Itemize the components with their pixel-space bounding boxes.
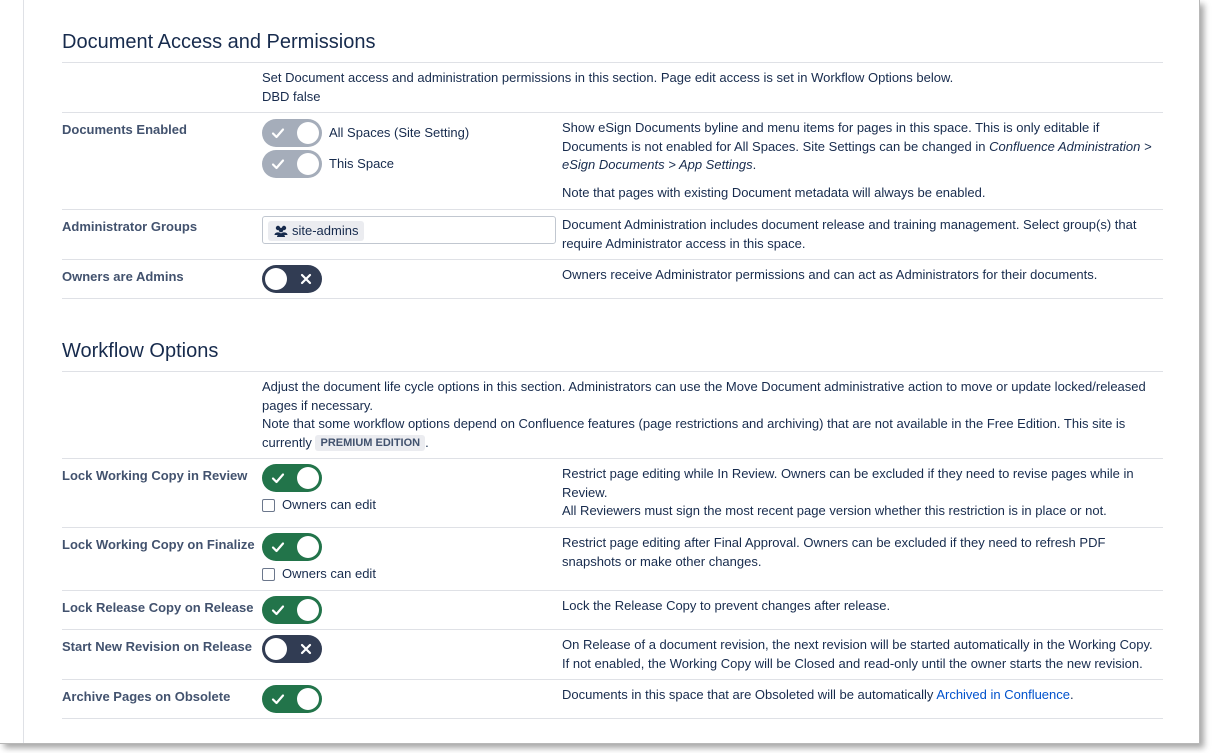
admin-groups-description: [562, 216, 1162, 253]
owners-admins-toggle[interactable]: [262, 265, 322, 293]
panel-left-border: [23, 0, 24, 743]
new-revision-label: Start New Revision on Release: [62, 639, 253, 654]
workflow-intro-text: .: [425, 434, 429, 450]
divider: [62, 62, 1163, 63]
divider: [62, 458, 1163, 459]
desc-note: Note that pages with existing Document metadata will always be enabled.: [562, 184, 986, 200]
desc-line: Restrict page editing after Final Approval. Owners can be excluded if they need to refresh PDF: [562, 535, 1106, 550]
desc-line: Show eSign Documents byline and menu items for pages in this space. This is only editable if: [562, 120, 1100, 135]
workflow-intro-line: [262, 434, 1162, 453]
toggle-knob: [297, 467, 319, 489]
check-icon: [270, 125, 286, 141]
x-icon: [298, 641, 314, 657]
new-revision-toggle[interactable]: [262, 635, 322, 663]
desc-line: All Reviewers must sign the most recent page version whether this restriction is in place or not.: [562, 503, 1107, 518]
lock-release-label: Lock Release Copy on Release: [62, 600, 254, 615]
archive-description: [562, 686, 1162, 705]
lock-review-owners-label: Owners can edit: [282, 497, 376, 512]
divider: [62, 718, 1163, 719]
workflow-intro-line: Adjust the document life cycle options in this section. Administrators can use the Move Document administrative action to move or update locked/released: [262, 379, 1146, 394]
check-icon: [270, 539, 286, 555]
group-chip[interactable]: [268, 221, 364, 241]
lock-finalize-label: Lock Working Copy on Finalize: [62, 537, 255, 552]
check-icon: [270, 602, 286, 618]
this-space-toggle: [262, 150, 322, 178]
lock-review-owners-checkbox[interactable]: [262, 499, 275, 512]
archived-in-confluence-link[interactable]: Archived in Confluence: [936, 687, 1071, 702]
divider: [62, 209, 1163, 210]
toggle-knob: [265, 638, 287, 660]
divider: [62, 527, 1163, 528]
lock-review-description: [562, 465, 1162, 521]
all-spaces-caption: All Spaces (Site Setting): [329, 125, 470, 140]
desc-line: [562, 156, 1162, 175]
section-title-access: Document Access and Permissions: [62, 31, 376, 53]
section-title-workflow: Workflow Options: [62, 340, 219, 362]
check-icon: [270, 156, 286, 172]
divider: [62, 112, 1163, 113]
toggle-knob: [297, 688, 319, 710]
toggle-knob: [265, 268, 287, 290]
owners-admins-label: Owners are Admins: [62, 269, 184, 284]
lock-finalize-description: [562, 534, 1162, 571]
archive-label: Archive Pages on Obsolete: [62, 689, 231, 704]
toggle-knob: [297, 153, 319, 175]
lock-review-label: Lock Working Copy in Review: [62, 468, 248, 483]
divider: [62, 371, 1163, 372]
desc-text: .: [1070, 687, 1074, 702]
lock-release-toggle[interactable]: [262, 596, 322, 624]
documents-enabled-description: [562, 119, 1162, 202]
new-revision-description: [562, 636, 1162, 673]
toggle-knob: [297, 122, 319, 144]
all-spaces-toggle: [262, 119, 322, 147]
lock-release-description: Lock the Release Copy to prevent changes after release.: [562, 598, 891, 613]
access-intro-line2: DBD false: [262, 88, 321, 104]
divider: [62, 259, 1163, 260]
lock-finalize-owners-label: Owners can edit: [282, 566, 376, 581]
desc-line: If not enabled, the Working Copy will be Closed and read-only until the owner starts the new revision.: [562, 655, 1143, 671]
toggle-knob: [297, 536, 319, 558]
check-icon: [270, 470, 286, 486]
documents-enabled-label: Documents Enabled: [62, 122, 187, 137]
desc-line: require Administrator access in this space.: [562, 235, 806, 251]
owners-admins-description: Owners receive Administrator permissions and can act as Administrators for their documents.: [562, 267, 1098, 282]
workflow-intro-line: pages if necessary.: [262, 397, 374, 413]
x-icon: [298, 271, 314, 287]
people-icon: [274, 225, 288, 237]
desc-line: Document Administration includes document release and training management. Select group(s) that: [562, 217, 1137, 232]
workflow-intro-text: currently: [262, 434, 312, 450]
archive-toggle[interactable]: [262, 685, 322, 713]
divider: [62, 679, 1163, 680]
desc-line: Review.: [562, 484, 608, 500]
access-intro: [262, 69, 1162, 106]
divider: [62, 629, 1163, 630]
workflow-intro: [262, 378, 1162, 452]
desc-text: Documents is not enabled for All Spaces. Site Settings can be changed in: [562, 138, 990, 154]
desc-line: Restrict page editing while In Review. Owners can be excluded if they need to revise pages while in: [562, 466, 1134, 481]
desc-text: Documents in this space that are Obsoleted will be automatically: [562, 687, 937, 702]
admin-groups-picker[interactable]: [262, 216, 556, 244]
group-chip-label: site-admins: [292, 223, 359, 238]
check-icon: [270, 691, 286, 707]
lock-finalize-toggle[interactable]: [262, 533, 322, 561]
desc-path: Confluence Administration >: [989, 138, 1152, 154]
desc-text: .: [752, 157, 757, 172]
lock-finalize-owners-checkbox[interactable]: [262, 568, 275, 581]
divider: [62, 298, 1163, 299]
desc-path: eSign Documents > App Settings: [562, 157, 753, 172]
divider: [62, 590, 1163, 591]
access-intro-line1: Set Document access and administration permissions in this section. Page edit access is set in Workflow Options below.: [262, 70, 954, 85]
desc-line: [562, 138, 1162, 157]
admin-groups-label: Administrator Groups: [62, 219, 198, 234]
edition-badge: PREMIUM EDITION: [315, 435, 425, 451]
lock-review-toggle[interactable]: [262, 464, 322, 492]
toggle-knob: [297, 599, 319, 621]
this-space-caption: This Space: [329, 156, 395, 171]
desc-line: On Release of a document revision, the next revision will be started automatically in the Working Copy.: [562, 637, 1153, 652]
workflow-intro-line: Note that some workflow options depend on Confluence features (page restrictions and archiving) that are not available in the Free Edition. This site is: [262, 416, 1126, 431]
desc-line: snapshots or make other changes.: [562, 553, 762, 569]
